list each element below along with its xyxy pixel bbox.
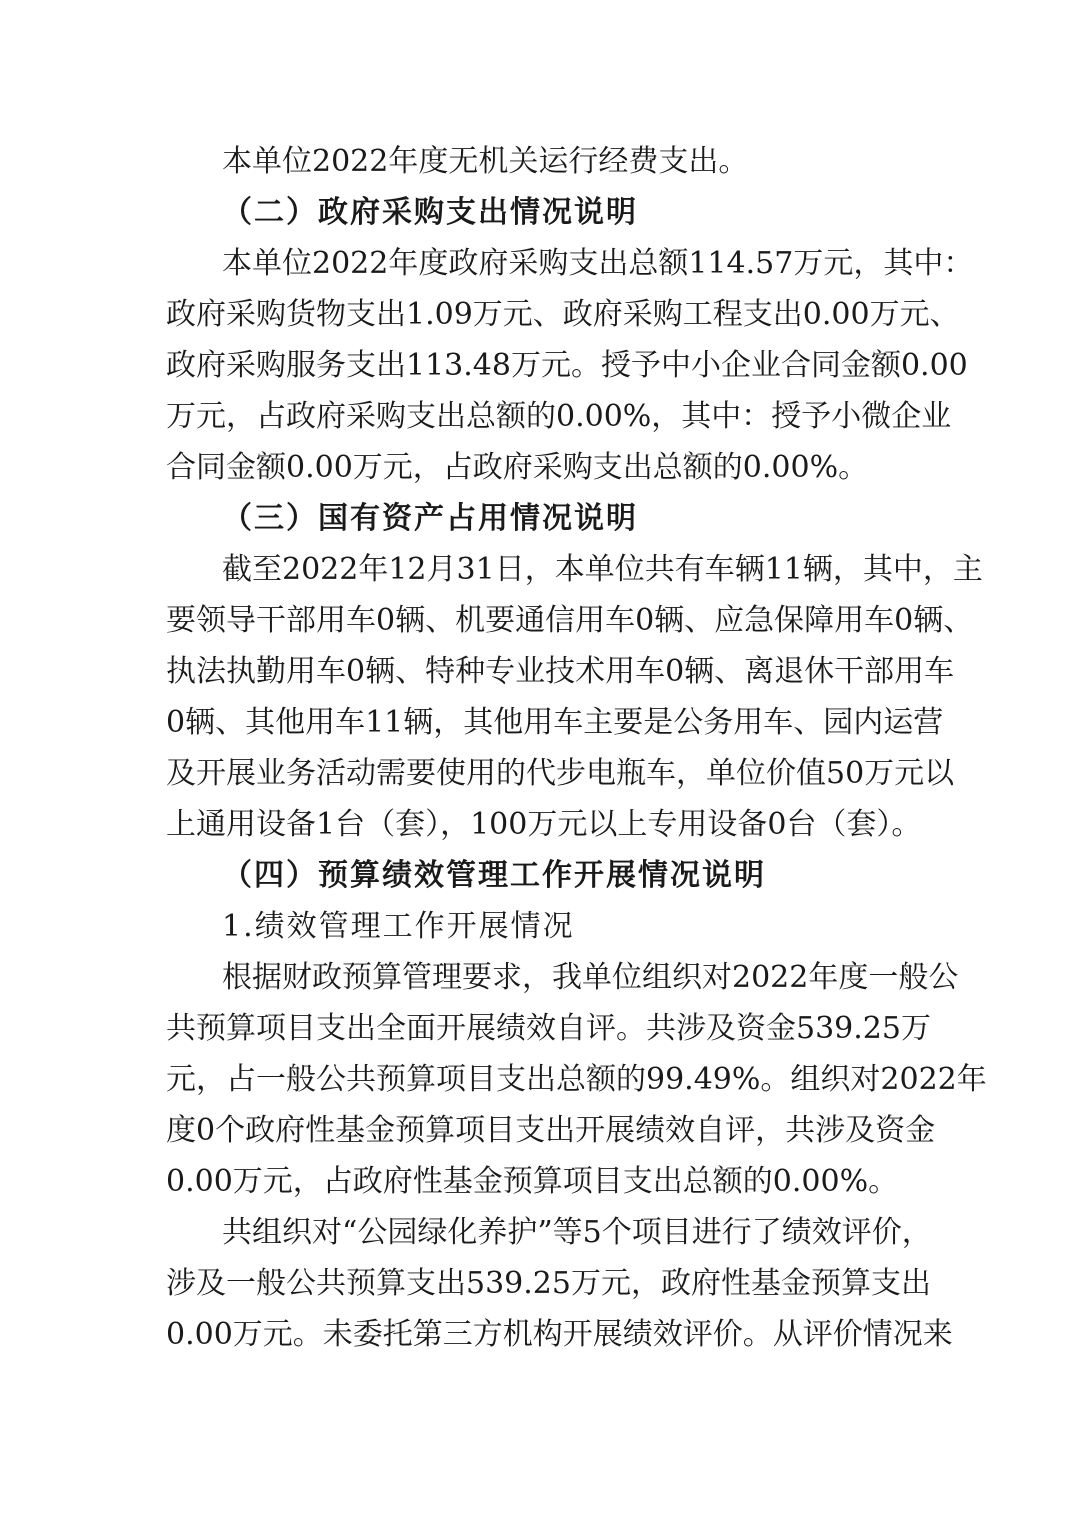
paragraph-line: 截至2022年12月31日，本单位共有车辆11辆，其中，主 [222,552,983,587]
paragraph-line: 要领导干部用车0辆、机要通信用车0辆、应急保障用车0辆、 [166,603,974,638]
paragraph-line: 共预算项目支出全面开展绩效自评。共涉及资金539.25万 [166,1011,931,1046]
section-heading-performance: （四）预算绩效管理工作开展情况说明 [222,858,766,893]
paragraph-line: 度0个政府性基金预算项目支出开展绩效自评，共涉及资金 [166,1113,936,1148]
paragraph-line: 万元，占政府采购支出总额的0.00%，其中：授予小微企业 [166,399,952,434]
paragraph-line: 本单位2022年度无机关运行经费支出。 [222,144,749,179]
paragraph-line: 政府采购货物支出1.09万元、政府采购工程支出0.00万元、 [166,297,960,332]
paragraph-line: 0.00万元，占政府性基金预算项目支出总额的0.00%。 [166,1164,899,1199]
paragraph-line: 本单位2022年度政府采购支出总额114.57万元，其中： [222,246,974,281]
subsection-heading: 1.绩效管理工作开展情况 [222,909,575,944]
paragraph-line: 政府采购服务支出113.48万元。授予中小企业合同金额0.00 [166,348,968,383]
paragraph-line: 0.00万元。未委托第三方机构开展绩效评价。从评价情况来 [166,1317,953,1352]
paragraph-line: 涉及一般公共预算支出539.25万元，政府性基金预算支出 [166,1266,931,1301]
paragraph-line: 及开展业务活动需要使用的代步电瓶车，单位价值50万元以 [166,756,955,791]
paragraph-line: 执法执勤用车0辆、特种专业技术用车0辆、离退休干部用车 [166,654,955,689]
paragraph-line: 元，占一般公共预算项目支出总额的99.49%。组织对2022年 [166,1062,987,1097]
paragraph-line: 共组织对“公园绿化养护”等5个项目进行了绩效评价， [222,1215,932,1250]
section-heading-procurement: （二）政府采购支出情况说明 [222,195,638,230]
section-heading-assets: （三）国有资产占用情况说明 [222,501,638,536]
paragraph-line: 根据财政预算管理要求，我单位组织对2022年度一般公 [222,960,959,995]
paragraph-line: 0辆、其他用车11辆，其他用车主要是公务用车、园内运营 [166,705,944,740]
paragraph-line: 合同金额0.00万元，占政府采购支出总额的0.00%。 [166,450,869,485]
paragraph-line: 上通用设备1台（套），100万元以上专用设备0台（套）。 [166,807,922,842]
